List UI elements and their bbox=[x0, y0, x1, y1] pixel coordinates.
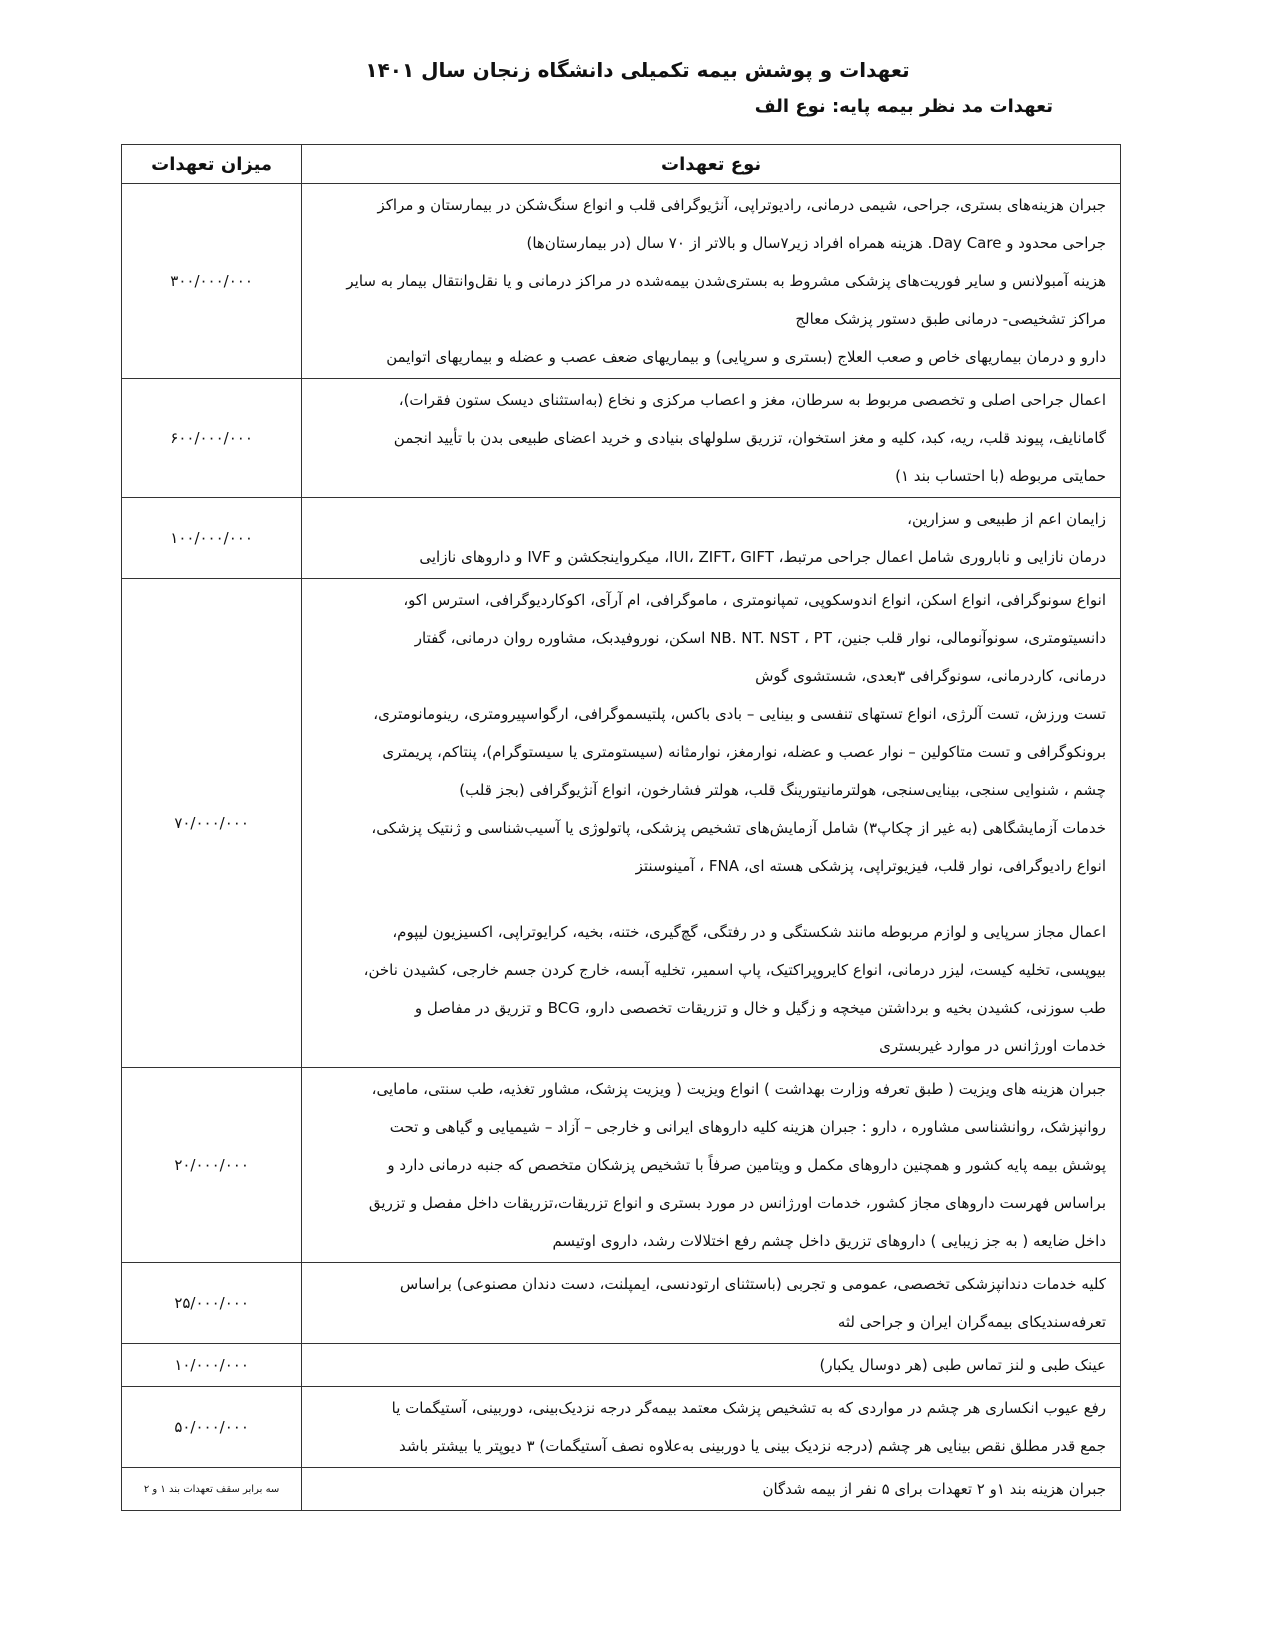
description-line: تست ورزش، تست آلرژی، انواع تستهای تنفسی و بینایی – بادی باکس، پلتیسموگرافی، ارگواسپیرومتری، رینومانومتری، bbox=[373, 705, 1106, 723]
coverage-description bbox=[302, 184, 1121, 379]
description-line: برونکوگرافی و تست متاکولین – نوار عصب و عضله، نوارمغز، نوارمثانه (سیستومتری یا سیستوگرام)، پنتاکم، پریمتری bbox=[382, 743, 1106, 761]
description-line: داخل ضایعه ( به جز زیبایی ) داروهای تزریق داخل چشم رفع اختلالات رشد، داروی اوتیسم bbox=[552, 1232, 1106, 1250]
coverage-table bbox=[121, 144, 1121, 1511]
description-line: براساس فهرست داروهای مجاز کشور، خدمات اورژانس در مورد بستری و انواع تزریقات،تزریقات داخل مفصل و تزریق bbox=[368, 1194, 1106, 1212]
document-title: تعهدات و پوشش بیمه تکمیلی دانشگاه زنجان سال ۱۴۰۱ bbox=[365, 58, 910, 82]
description-line: گامانایف، پیوند قلب، ریه، کبد، کلیه و مغز استخوان، تزریق سلولهای بنیادی و خرید اعضای طبیعی بدن با تأیید انجمن bbox=[393, 429, 1106, 447]
description-line: کلیه خدمات دندانپزشکی تخصصی، عمومی و تجربی (باستثنای ارتودنسی، ایمپلنت، دست دندان مصنوعی) براساس bbox=[399, 1275, 1106, 1293]
coverage-amount: ۱۰۰/۰۰۰/۰۰۰ bbox=[122, 498, 302, 579]
coverage-amount: سه برابر سقف تعهدات بند ۱ و ۲ bbox=[122, 1468, 302, 1511]
description-line: اعمال مجاز سرپایی و لوازم مربوطه مانند شکستگی و در رفتگی، گچ‌گیری، ختنه، بخیه، کرایوتراپی، اکسیزیون لیپوم، bbox=[392, 923, 1106, 941]
coverage-amount: ۳۰۰/۰۰۰/۰۰۰ bbox=[122, 184, 302, 379]
coverage-description bbox=[302, 1263, 1121, 1344]
description-line: عینک طبی و لنز تماس طبی (هر دوسال یکبار) bbox=[819, 1356, 1106, 1374]
description-line: تعرفه‌سندیکای بیمه‌گران ایران و جراحی لثه bbox=[837, 1313, 1106, 1331]
coverage-description bbox=[302, 379, 1121, 498]
coverage-amount: ۵۰/۰۰۰/۰۰۰ bbox=[122, 1387, 302, 1468]
coverage-description bbox=[302, 498, 1121, 579]
description-line: بیوپسی، تخلیه کیست، لیزر درمانی، انواع کایروپراکتیک، پاپ اسمیر، تخلیه آبسه، خارج کردن جسم خارجی، کشیدن ناخن، bbox=[363, 961, 1106, 979]
description-line: هزینه آمبولانس و سایر فوریت‌های پزشکی مشروط به بستری‌شدن بیمه‌شده در مراکز درمانی و یا نقل‌وانتقال بیمار به سایر bbox=[346, 272, 1106, 290]
table-header-row bbox=[122, 145, 1121, 184]
description-line: جراحی محدود و Day Care. هزینه همراه افراد زیر۷سال و بالاتر از ۷۰ سال (در بیمارستان‌ها) bbox=[526, 234, 1106, 252]
description-line bbox=[312, 885, 1106, 913]
description-line: جبران هزینه بند ۱و ۲ تعهدات برای ۵ نفر از بیمه شدگان bbox=[762, 1480, 1106, 1498]
description-line: چشم ، شنوایی سنجی، بینایی‌سنجی، هولترمانیتورینگ قلب، هولتر فشارخون، انواع آنژیوگرافی (بجز قلب) bbox=[459, 781, 1106, 799]
column-header-amount: میزان تعهدات bbox=[122, 145, 302, 184]
description-line: اعمال جراحی اصلی و تخصصی مربوط به سرطان، مغز و اعصاب مرکزی و نخاع (به‌استثنای دیسک ستون فقرات)، bbox=[398, 391, 1106, 409]
description-line: مراکز تشخیصی- درمانی طبق دستور پزشک معالج bbox=[795, 310, 1106, 328]
table-row bbox=[122, 1468, 1121, 1511]
table-row bbox=[122, 1068, 1121, 1263]
description-line: انواع سونوگرافی، انواع اسکن، انواع اندوسکوپی، تمپانومتری ، ماموگرافی، ام آرآی، اکوکاردیوگرافی، استرس اکو، bbox=[403, 591, 1106, 609]
description-line: طب سوزنی، کشیدن بخیه و برداشتن میخچه و زگیل و خال و تزریقات تخصصی دارو، BCG و تزریق در مفاصل و bbox=[414, 999, 1106, 1017]
description-line: دارو و درمان بیماریهای خاص و صعب العلاج (بستری و سرپایی) و بیماریهای ضعف عصب و عضله و بیماریهای اتوایمن bbox=[386, 348, 1106, 366]
coverage-description bbox=[302, 1068, 1121, 1263]
table-row bbox=[122, 184, 1121, 379]
column-header-type: نوع تعهدات bbox=[302, 145, 1121, 184]
table-row bbox=[122, 579, 1121, 1068]
document-subtitle: تعهدات مد نظر بیمه پایه: نوع الف bbox=[754, 96, 1053, 117]
coverage-amount: ۶۰۰/۰۰۰/۰۰۰ bbox=[122, 379, 302, 498]
coverage-description bbox=[302, 579, 1121, 1068]
description-line: زایمان اعم از طبیعی و سزارین، bbox=[907, 510, 1106, 528]
table-row bbox=[122, 1387, 1121, 1468]
coverage-amount: ۷۰/۰۰۰/۰۰۰ bbox=[122, 579, 302, 1068]
coverage-description bbox=[302, 1387, 1121, 1468]
table-row bbox=[122, 1344, 1121, 1387]
description-line: دانسیتومتری، سونوآنومالی، نوار قلب جنین، NB. NT. NST ، PT اسکن، نوروفیدبک، مشاوره روان درمانی، گفتار bbox=[414, 629, 1106, 647]
description-line: جمع قدر مطلق نقص بینایی هر چشم (درجه نزدیک بینی یا دوربینی به‌علاوه نصف آستیگمات) ۳ دیوپتر یا بیشتر باشد bbox=[399, 1437, 1106, 1455]
description-line: حمایتی مربوطه (با احتساب بند ۱) bbox=[895, 467, 1106, 485]
description-line: پوشش بیمه پایه کشور و همچنین داروهای مکمل و ویتامین صرفاً با تشخیص پزشکان متخصص که جنبه درمانی دارد و bbox=[387, 1156, 1106, 1174]
table-row bbox=[122, 498, 1121, 579]
description-line: انواع رادیوگرافی، نوار قلب، فیزیوتراپی، پزشکی هسته ای، FNA ، آمینوسنتز bbox=[635, 857, 1106, 875]
table-row bbox=[122, 1263, 1121, 1344]
coverage-amount: ۲۰/۰۰۰/۰۰۰ bbox=[122, 1068, 302, 1263]
table-row bbox=[122, 379, 1121, 498]
coverage-amount: ۱۰/۰۰۰/۰۰۰ bbox=[122, 1344, 302, 1387]
description-line: خدمات اورژانس در موارد غیربستری bbox=[879, 1037, 1106, 1055]
description-line: روانپزشک، روانشناسی مشاوره ، دارو : جبران هزینه کلیه داروهای ایرانی و خارجی – آزاد – شیمیایی و گیاهی و تحت bbox=[389, 1118, 1106, 1136]
description-line: خدمات آزمایشگاهی (به غیر از چکاپ۳) شامل آزمایش‌های تشخیص پزشکی، پاتولوژی یا آسیب‌شناسی و ژنتیک پزشکی، bbox=[371, 819, 1106, 837]
coverage-amount: ۲۵/۰۰۰/۰۰۰ bbox=[122, 1263, 302, 1344]
description-line: جبران هزینه های ویزیت ( طبق تعرفه وزارت بهداشت ) انواع ویزیت ( ویزیت پزشک، مشاور تغذیه، طب سنتی، مامایی، bbox=[371, 1080, 1106, 1098]
coverage-description bbox=[302, 1468, 1121, 1511]
coverage-description bbox=[302, 1344, 1121, 1387]
table-body bbox=[122, 184, 1121, 1511]
description-line: درمانی، کاردرمانی، سونوگرافی ۳بعدی، شستشوی گوش bbox=[755, 667, 1106, 685]
description-line: درمان نازایی و ناباروری شامل اعمال جراحی مرتبط، IUI، ZIFT، GIFT، میکرواینجکشن و IVF و داروهای نازایی bbox=[419, 548, 1106, 566]
description-line: رفع عیوب انکساری هر چشم در مواردی که به تشخیص پزشک معتمد بیمه‌گر درجه نزدیک‌بینی، دوربینی، آستیگمات یا bbox=[391, 1399, 1106, 1417]
description-line: جبران هزینه‌های بستری، جراحی، شیمی درمانی، رادیوتراپی، آنژیوگرافی قلب و انواع سنگ‌شکن در بیمارستان و مراکز bbox=[377, 196, 1106, 214]
